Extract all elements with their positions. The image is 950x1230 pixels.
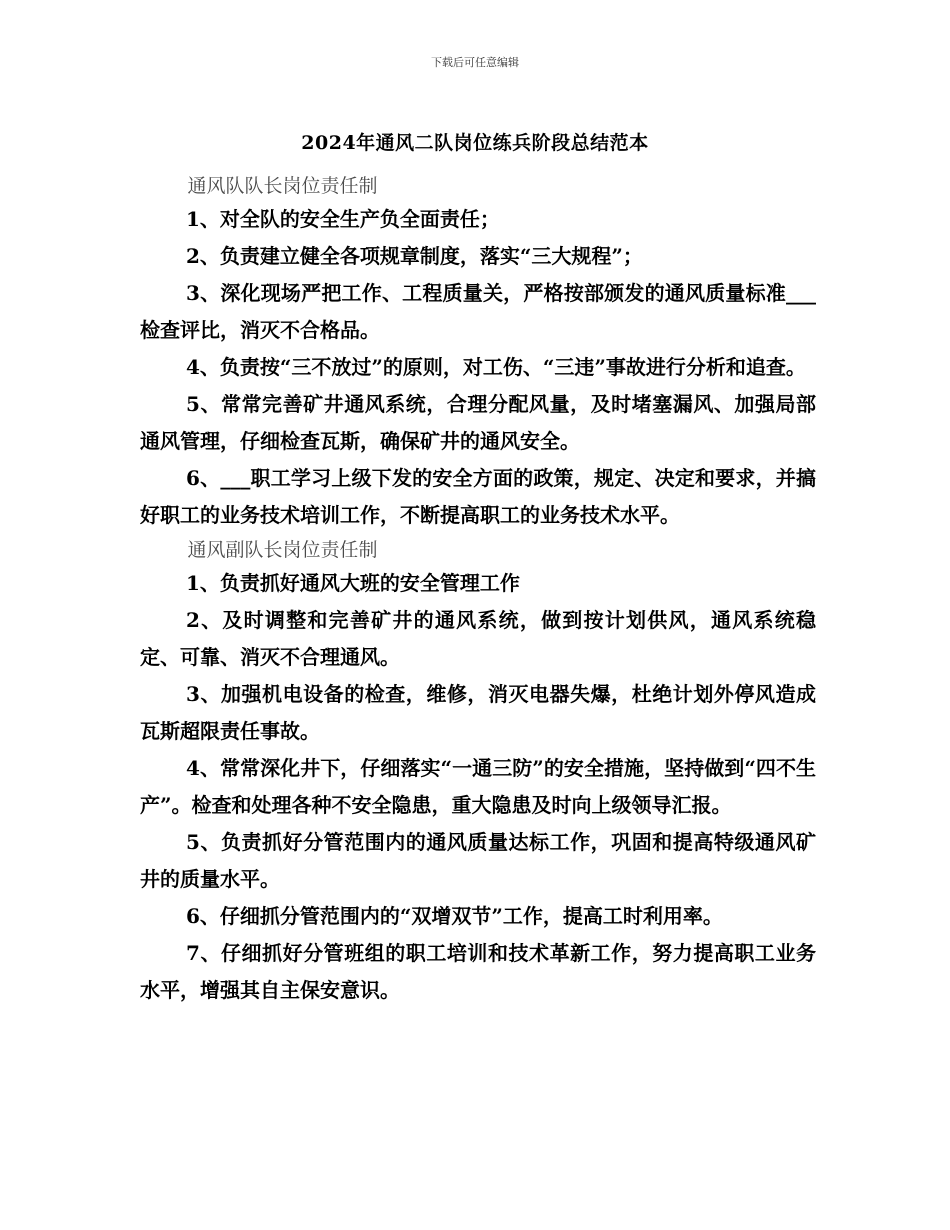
- list-item: 2、负责建立健全各项规章制度，落实“三大规程”；: [186, 244, 643, 268]
- section-heading: 通风队队长岗位责任制: [187, 175, 378, 197]
- section-captain-duties: [140, 172, 816, 534]
- list-item: 5、负责抓好分管范围内的通风质量达标工作，巩固和提高特级通风矿井的质量水平。: [140, 830, 816, 891]
- list-item: 6、___职工学习上级下发的安全方面的政策，规定、决定和要求，并搞好职工的业务技术培训工作，不断提高职工的业务技术水平。: [140, 466, 816, 527]
- page-header-note: 下载后可任意编辑: [431, 56, 519, 69]
- list-item: 1、对全队的安全生产负全面责任；: [186, 207, 500, 231]
- list-item: 7、仔细抓好分管班组的职工培训和技术革新工作，努力提高职工业务水平，增强其自主保安意识。: [140, 941, 816, 1002]
- list-item: 3、深化现场严把工作、工程质量关，严格按部颁发的通风质量标准___检查评比，消灭不合格品。: [140, 281, 816, 342]
- document-body: [140, 172, 816, 1009]
- section-heading: 通风副队长岗位责任制: [187, 539, 378, 561]
- list-item: 4、常常深化井下，仔细落实“一通三防”的安全措施，坚持做到“四不生产”。检查和处理各种不安全隐患，重大隐患及时向上级领导汇报。: [140, 756, 816, 817]
- list-item: 6、仔细抓分管范围内的“双增双节”工作，提高工时利用率。: [186, 904, 723, 928]
- list-item: 4、负责按“三不放过”的原则，对工伤、“三违”事故进行分析和追查。: [186, 355, 806, 379]
- list-item: 5、常常完善矿井通风系统，合理分配风量，及时堵塞漏风、加强局部通风管理，仔细检查瓦斯，确保矿井的通风安全。: [140, 392, 816, 453]
- section-vice-captain-duties: [140, 536, 816, 1009]
- list-item: 1、负责抓好通风大班的安全管理工作: [186, 571, 520, 595]
- document-title: 2024年通风二队岗位练兵阶段总结范本: [301, 132, 649, 154]
- list-item: 2、及时调整和完善矿井的通风系统，做到按计划供风，通风系统稳定、可靠、消灭不合理通风。: [140, 608, 816, 669]
- list-item: 3、加强机电设备的检查，维修，消灭电器失爆，杜绝计划外停风造成瓦斯超限责任事故。: [140, 682, 816, 743]
